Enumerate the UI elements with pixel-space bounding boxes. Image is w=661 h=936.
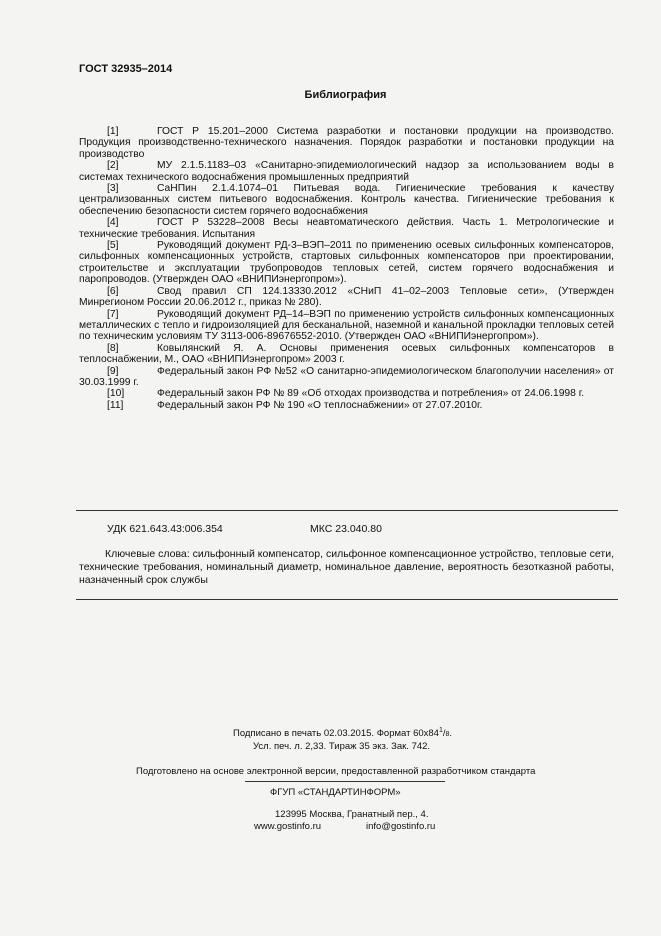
reference-text: Федеральный закон РФ №52 «О санитарно-эпидемиологическом благополучии населения» от 30.03.1999 г.	[79, 365, 614, 388]
standard-id: ГОСТ 32935–2014	[79, 63, 173, 75]
keywords-text: Ключевые слова: сильфонный компенсатор, сильфонное компенсационное устройство, тепловые сети, технические требования, номинальный диаметр, номинальное давление, вероятность безотказной работы, назначенный срок службы	[79, 548, 614, 586]
reference-number: [1]	[107, 126, 119, 137]
reference-text: Федеральный закон РФ № 89 «Об отходах производства и потребления» от 24.06.1998 г.	[157, 388, 585, 400]
divider-bottom	[76, 599, 618, 600]
reference-text: Руководящий документ РД–14–ВЭП по применению устройств сильфонных компенсационных металлических с тепло и гидроизоляцией для бесканальной, наземной и канальной прокладки тепловых сетей по техническим условиям ТУ 3113-006-89676552-2010. (Утвержден ОАО «ВНИПИэнергопром»).	[79, 308, 614, 343]
reference-text: Руководящий документ РД-3–ВЭП–2011 по применению осевых сильфонных компенсаторов, сильфонных компенсационных устройств, стартовых сильфонных компенсаторов при проектировании, строительстве и эксплуатации трубопроводов тепловых сетей, систем горячего водоснабжения и паропроводов. (Утвержден ОАО «ВНИПИэнергопром»).	[79, 240, 614, 286]
reference-item	[79, 240, 614, 286]
reference-number: [8]	[107, 342, 119, 354]
reference-text: Свод правил СП 124.13330.2012 «СНиП 41–02–2003 Тепловые сети», (Утвержден Минрегионом России 20.06.2012 г., приказ № 280).	[79, 285, 614, 309]
reference-item	[79, 309, 614, 343]
reference-number: [4]	[107, 217, 119, 229]
website-link[interactable]: www.gostinfo.ru	[254, 821, 322, 832]
reference-number: [6]	[107, 285, 119, 297]
reference-text: МУ 2.1.5.1183–03 «Санитарно-эпидемиологический надзор за использованием воды в системах технического водоснабжения промышленных предприятий	[79, 160, 614, 183]
format-end: .	[449, 728, 453, 739]
format-sub: 8	[445, 731, 450, 738]
bibliography-title: Библиография	[304, 89, 387, 101]
publisher-rule	[245, 781, 445, 782]
reference-text: СаНПин 2.1.4.1074–01 Питьевая вода. Гигиенические требования к качеству централизованных систем питьевого водоснабжения. Контроль качества. Гигиенические требования к обеспечению безопасности систем горячего водоснабжения	[79, 183, 614, 217]
divider-top	[76, 510, 618, 511]
udk-code: УДК 621.643.43:006.354	[107, 523, 223, 535]
email-link[interactable]: info@gostinfo.ru	[366, 821, 436, 832]
mks-code: МКС 23.040.80	[310, 523, 382, 535]
reference-number: [3]	[107, 183, 119, 195]
reference-text: Ковылянский Я. А. Основы применения осевых сильфонных компенсаторов в теплоснабжении, М., ОАО «ВНИПИэнергопром» 2003 г.	[79, 342, 614, 366]
format-sup: 1	[438, 726, 443, 734]
reference-item	[79, 126, 614, 160]
reference-item	[79, 183, 614, 217]
reference-text: Федеральный закон РФ № 190 «О теплоснабжении» от 27.07.2010г.	[157, 399, 483, 411]
reference-list	[79, 126, 614, 411]
reference-item	[79, 286, 614, 309]
format-slash: /	[442, 728, 446, 739]
reference-number: [2]	[107, 160, 119, 172]
reference-number: [11]	[107, 399, 124, 411]
reference-item	[79, 388, 614, 399]
reference-item	[79, 343, 614, 366]
reference-number: [7]	[107, 308, 119, 320]
keywords-paragraph	[79, 548, 614, 587]
reference-number: [9]	[107, 365, 119, 377]
print-info: Усл. печ. л. 2,33. Тираж 35 экз. Зак. 742.	[253, 741, 431, 752]
reference-item	[79, 366, 614, 389]
reference-number: [5]	[107, 240, 119, 252]
reference-number: [10]	[107, 388, 125, 400]
reference-text: ГОСТ Р 53228–2008 Весы неавтоматического действия. Часть 1. Метрологические и технические требования. Испытания	[79, 217, 614, 240]
reference-text: ГОСТ Р 15.201–2000 Система разработки и постановки продукции на производство. Продукция производственно-технического назначения. Порядок разработки и постановки продукции на производство	[79, 126, 614, 160]
signed-for-print	[233, 728, 452, 741]
reference-item	[79, 160, 614, 183]
reference-item	[79, 217, 614, 240]
publisher-address: 123995 Москва, Гранатный пер., 4.	[275, 809, 429, 820]
publisher-name: ФГУП «СТАНДАРТИНФОРМ»	[270, 787, 401, 798]
prepared-note: Подготовлено на основе электронной версии, предоставленной разработчиком стандарта	[136, 766, 536, 777]
signed-text: Подписано в печать 02.03.2015. Формат 60x84	[233, 728, 439, 739]
reference-item	[79, 400, 614, 411]
